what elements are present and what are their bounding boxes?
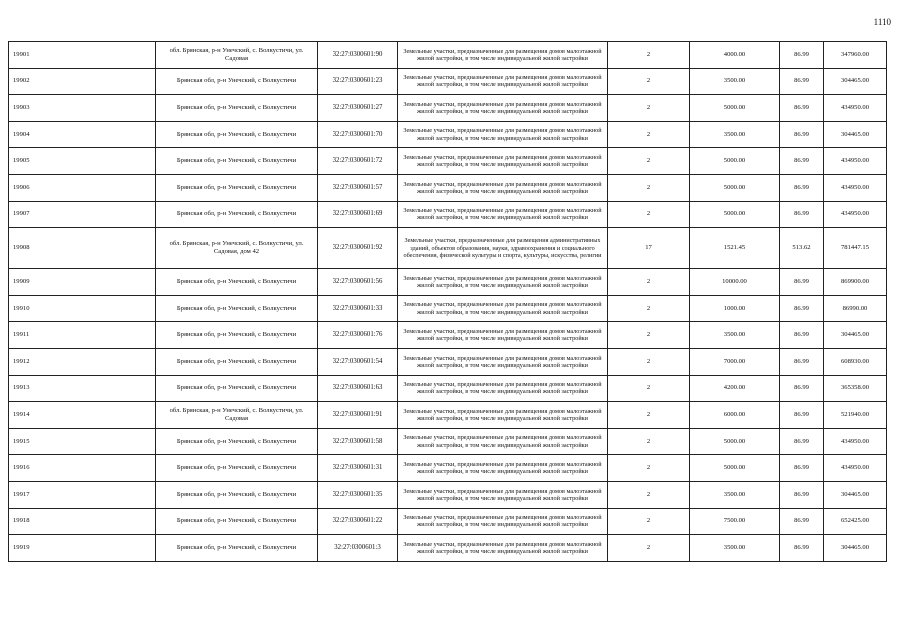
land-use-cell: Земельные участки, предназначенные для размещения домов малоэтажной жилой застройки, в том числе индивидуальной жилой застройки (398, 322, 608, 349)
address-cell: Брянская обл, р-н Унечский, с Волкустичи (156, 269, 318, 296)
row-number: 19911 (9, 322, 156, 349)
land-use-cell: Земельные участки, предназначенные для размещения домов малоэтажной жилой застройки, в том числе индивидуальной жилой застройки (398, 121, 608, 148)
specific-value-cell: 86.99 (780, 148, 824, 175)
cadastral-value-cell: 652425.00 (824, 508, 887, 535)
group-cell: 2 (608, 95, 690, 122)
cadastral-value-cell: 365358.00 (824, 375, 887, 402)
table-row (9, 375, 887, 402)
row-number: 19914 (9, 402, 156, 429)
group-cell: 17 (608, 228, 690, 269)
specific-value-cell: 86.99 (780, 348, 824, 375)
area-cell: 3500.00 (690, 322, 780, 349)
address-cell: Брянская обл, р-н Унечский, с Волкустичи (156, 455, 318, 482)
cadastral-value-cell: 781447.15 (824, 228, 887, 269)
group-cell: 2 (608, 148, 690, 175)
table-row (9, 428, 887, 455)
cadastral-number-cell: 32:27:0300601:90 (318, 42, 398, 69)
group-cell: 2 (608, 508, 690, 535)
table-row (9, 322, 887, 349)
area-cell: 4200.00 (690, 375, 780, 402)
cadastral-value-cell: 304465.00 (824, 481, 887, 508)
table-row (9, 269, 887, 296)
land-use-cell: Земельные участки, предназначенные для размещения домов малоэтажной жилой застройки, в том числе индивидуальной жилой застройки (398, 455, 608, 482)
cadastral-number-cell: 32:27:0300601:63 (318, 375, 398, 402)
row-number: 19915 (9, 428, 156, 455)
group-cell: 2 (608, 68, 690, 95)
address-cell: Брянская обл, р-н Унечский, с Волкустичи (156, 508, 318, 535)
area-cell: 5000.00 (690, 201, 780, 228)
group-cell: 2 (608, 121, 690, 148)
land-use-cell: Земельные участки, предназначенные для размещения домов малоэтажной жилой застройки, в том числе индивидуальной жилой застройки (398, 148, 608, 175)
area-cell: 1521.45 (690, 228, 780, 269)
cadastral-number-cell: 32:27:0300601:56 (318, 269, 398, 296)
address-cell: Брянская обл, р-н Унечский, с Волкустичи (156, 295, 318, 322)
group-cell: 2 (608, 269, 690, 296)
address-cell: Брянская обл, р-н Унечский, с Волкустичи (156, 201, 318, 228)
address-cell: Брянская обл, р-н Унечский, с Волкустичи (156, 68, 318, 95)
land-use-cell: Земельные участки, предназначенные для размещения домов малоэтажной жилой застройки, в том числе индивидуальной жилой застройки (398, 481, 608, 508)
address-cell: Брянская обл, р-н Унечский, с Волкустичи (156, 535, 318, 562)
table-row (9, 148, 887, 175)
specific-value-cell: 86.99 (780, 295, 824, 322)
group-cell: 2 (608, 295, 690, 322)
cadastral-number-cell: 32:27:0300601:92 (318, 228, 398, 269)
group-cell: 2 (608, 348, 690, 375)
area-cell: 1000.00 (690, 295, 780, 322)
specific-value-cell: 86.99 (780, 428, 824, 455)
row-number: 19917 (9, 481, 156, 508)
specific-value-cell: 86.99 (780, 68, 824, 95)
table-row (9, 535, 887, 562)
row-number: 19919 (9, 535, 156, 562)
address-cell: обл. Брянская, р-н Унечский, с. Волкустичи, ул. Садовая (156, 402, 318, 429)
cadastral-number-cell: 32:27:0300601:35 (318, 481, 398, 508)
row-number: 19907 (9, 201, 156, 228)
specific-value-cell: 86.99 (780, 201, 824, 228)
specific-value-cell: 86.99 (780, 42, 824, 69)
area-cell: 5000.00 (690, 428, 780, 455)
land-use-cell: Земельные участки, предназначенные для размещения домов малоэтажной жилой застройки, в том числе индивидуальной жилой застройки (398, 269, 608, 296)
row-number: 19910 (9, 295, 156, 322)
group-cell: 2 (608, 455, 690, 482)
address-cell: обл. Брянская, р-н Унечский, с. Волкустичи, ул. Садовая (156, 42, 318, 69)
land-use-cell: Земельные участки, предназначенные для размещения домов малоэтажной жилой застройки, в том числе индивидуальной жилой застройки (398, 348, 608, 375)
land-plots-table (8, 41, 887, 562)
cadastral-value-cell: 434950.00 (824, 148, 887, 175)
address-cell: Брянская обл, р-н Унечский, с Волкустичи (156, 375, 318, 402)
cadastral-value-cell: 304465.00 (824, 535, 887, 562)
group-cell: 2 (608, 402, 690, 429)
cadastral-value-cell: 434950.00 (824, 174, 887, 201)
group-cell: 2 (608, 42, 690, 69)
cadastral-value-cell: 86990.00 (824, 295, 887, 322)
cadastral-number-cell: 32:27:0300601:54 (318, 348, 398, 375)
cadastral-value-cell: 608930.00 (824, 348, 887, 375)
cadastral-number-cell: 32:27:0300601:72 (318, 148, 398, 175)
row-number: 19905 (9, 148, 156, 175)
cadastral-number-cell: 32:27:0300601:91 (318, 402, 398, 429)
row-number: 19903 (9, 95, 156, 122)
table-row (9, 201, 887, 228)
land-use-cell: Земельные участки, предназначенные для размещения домов малоэтажной жилой застройки, в том числе индивидуальной жилой застройки (398, 201, 608, 228)
address-cell: Брянская обл, р-н Унечский, с Волкустичи (156, 348, 318, 375)
land-use-cell: Земельные участки, предназначенные для размещения домов малоэтажной жилой застройки, в том числе индивидуальной жилой застройки (398, 375, 608, 402)
group-cell: 2 (608, 201, 690, 228)
table-row (9, 402, 887, 429)
cadastral-value-cell: 347960.00 (824, 42, 887, 69)
area-cell: 4000.00 (690, 42, 780, 69)
cadastral-number-cell: 32:27:0300601:3 (318, 535, 398, 562)
table-row (9, 95, 887, 122)
area-cell: 5000.00 (690, 95, 780, 122)
specific-value-cell: 86.99 (780, 95, 824, 122)
cadastral-value-cell: 434950.00 (824, 201, 887, 228)
land-use-cell: Земельные участки, предназначенные для размещения домов малоэтажной жилой застройки, в том числе индивидуальной жилой застройки (398, 428, 608, 455)
specific-value-cell: 86.99 (780, 402, 824, 429)
address-cell: Брянская обл, р-н Унечский, с Волкустичи (156, 174, 318, 201)
address-cell: Брянская обл, р-н Унечский, с Волкустичи (156, 481, 318, 508)
row-number: 19916 (9, 455, 156, 482)
group-cell: 2 (608, 322, 690, 349)
land-use-cell: Земельные участки, предназначенные для размещения домов малоэтажной жилой застройки, в том числе индивидуальной жилой застройки (398, 402, 608, 429)
cadastral-value-cell: 304465.00 (824, 68, 887, 95)
row-number: 19904 (9, 121, 156, 148)
cadastral-value-cell: 434950.00 (824, 455, 887, 482)
area-cell: 6000.00 (690, 402, 780, 429)
address-cell: Брянская обл, р-н Унечский, с Волкустичи (156, 121, 318, 148)
area-cell: 5000.00 (690, 148, 780, 175)
area-cell: 7500.00 (690, 508, 780, 535)
land-use-cell: Земельные участки, предназначенные для размещения домов малоэтажной жилой застройки, в том числе индивидуальной жилой застройки (398, 95, 608, 122)
area-cell: 7000.00 (690, 348, 780, 375)
specific-value-cell: 86.99 (780, 269, 824, 296)
address-cell: обл. Брянская, р-н Унечский, с. Волкустичи, ул. Садовая, дом 42 (156, 228, 318, 269)
address-cell: Брянская обл, р-н Унечский, с Волкустичи (156, 95, 318, 122)
land-use-cell: Земельные участки, предназначенные для размещения домов малоэтажной жилой застройки, в том числе индивидуальной жилой застройки (398, 295, 608, 322)
cadastral-value-cell: 304465.00 (824, 121, 887, 148)
specific-value-cell: 86.99 (780, 322, 824, 349)
cadastral-value-cell: 304465.00 (824, 322, 887, 349)
cadastral-number-cell: 32:27:0300601:76 (318, 322, 398, 349)
specific-value-cell: 86.99 (780, 174, 824, 201)
cadastral-number-cell: 32:27:0300601:70 (318, 121, 398, 148)
table-row (9, 455, 887, 482)
cadastral-number-cell: 32:27:0300601:58 (318, 428, 398, 455)
row-number: 19908 (9, 228, 156, 269)
address-cell: Брянская обл, р-н Унечский, с Волкустичи (156, 322, 318, 349)
table-row (9, 508, 887, 535)
table-row (9, 348, 887, 375)
group-cell: 2 (608, 428, 690, 455)
cadastral-number-cell: 32:27:0300601:27 (318, 95, 398, 122)
specific-value-cell: 86.99 (780, 481, 824, 508)
cadastral-number-cell: 32:27:0300601:33 (318, 295, 398, 322)
row-number: 19913 (9, 375, 156, 402)
row-number: 19902 (9, 68, 156, 95)
land-use-cell: Земельные участки, предназначенные для размещения домов малоэтажной жилой застройки, в том числе индивидуальной жилой застройки (398, 68, 608, 95)
cadastral-number-cell: 32:27:0300601:31 (318, 455, 398, 482)
table-row (9, 228, 887, 269)
cadastral-number-cell: 32:27:0300601:22 (318, 508, 398, 535)
specific-value-cell: 86.99 (780, 121, 824, 148)
cadastral-number-cell: 32:27:0300601:23 (318, 68, 398, 95)
table-row (9, 481, 887, 508)
table-row (9, 174, 887, 201)
address-cell: Брянская обл, р-н Унечский, с Волкустичи (156, 148, 318, 175)
table-row (9, 121, 887, 148)
area-cell: 3500.00 (690, 481, 780, 508)
area-cell: 5000.00 (690, 174, 780, 201)
row-number: 19901 (9, 42, 156, 69)
table-row (9, 295, 887, 322)
area-cell: 3500.00 (690, 121, 780, 148)
row-number: 19909 (9, 269, 156, 296)
row-number: 19918 (9, 508, 156, 535)
cadastral-value-cell: 521940.00 (824, 402, 887, 429)
area-cell: 3500.00 (690, 68, 780, 95)
area-cell: 3500.00 (690, 535, 780, 562)
specific-value-cell: 86.99 (780, 375, 824, 402)
group-cell: 2 (608, 535, 690, 562)
specific-value-cell: 86.99 (780, 508, 824, 535)
area-cell: 5000.00 (690, 455, 780, 482)
table-row (9, 42, 887, 69)
land-use-cell: Земельные участки, предназначенные для размещения административных зданий, объектов образования, науки, здравоохранения и социального обеспечения, физической культуры и спорта, культуры, искусства, религии (398, 228, 608, 269)
cadastral-value-cell: 869900.00 (824, 269, 887, 296)
row-number: 19906 (9, 174, 156, 201)
area-cell: 10000.00 (690, 269, 780, 296)
specific-value-cell: 86.99 (780, 455, 824, 482)
specific-value-cell: 513.62 (780, 228, 824, 269)
table-row (9, 68, 887, 95)
row-number: 19912 (9, 348, 156, 375)
cadastral-value-cell: 434950.00 (824, 428, 887, 455)
land-use-cell: Земельные участки, предназначенные для размещения домов малоэтажной жилой застройки, в том числе индивидуальной жилой застройки (398, 42, 608, 69)
page-number: 1110 (873, 17, 891, 27)
group-cell: 2 (608, 375, 690, 402)
cadastral-number-cell: 32:27:0300601:69 (318, 201, 398, 228)
land-use-cell: Земельные участки, предназначенные для размещения домов малоэтажной жилой застройки, в том числе индивидуальной жилой застройки (398, 174, 608, 201)
address-cell: Брянская обл, р-н Унечский, с Волкустичи (156, 428, 318, 455)
specific-value-cell: 86.99 (780, 535, 824, 562)
group-cell: 2 (608, 481, 690, 508)
cadastral-value-cell: 434950.00 (824, 95, 887, 122)
cadastral-number-cell: 32:27:0300601:57 (318, 174, 398, 201)
land-use-cell: Земельные участки, предназначенные для размещения домов малоэтажной жилой застройки, в том числе индивидуальной жилой застройки (398, 508, 608, 535)
land-use-cell: Земельные участки, предназначенные для размещения домов малоэтажной жилой застройки, в том числе индивидуальной жилой застройки (398, 535, 608, 562)
group-cell: 2 (608, 174, 690, 201)
